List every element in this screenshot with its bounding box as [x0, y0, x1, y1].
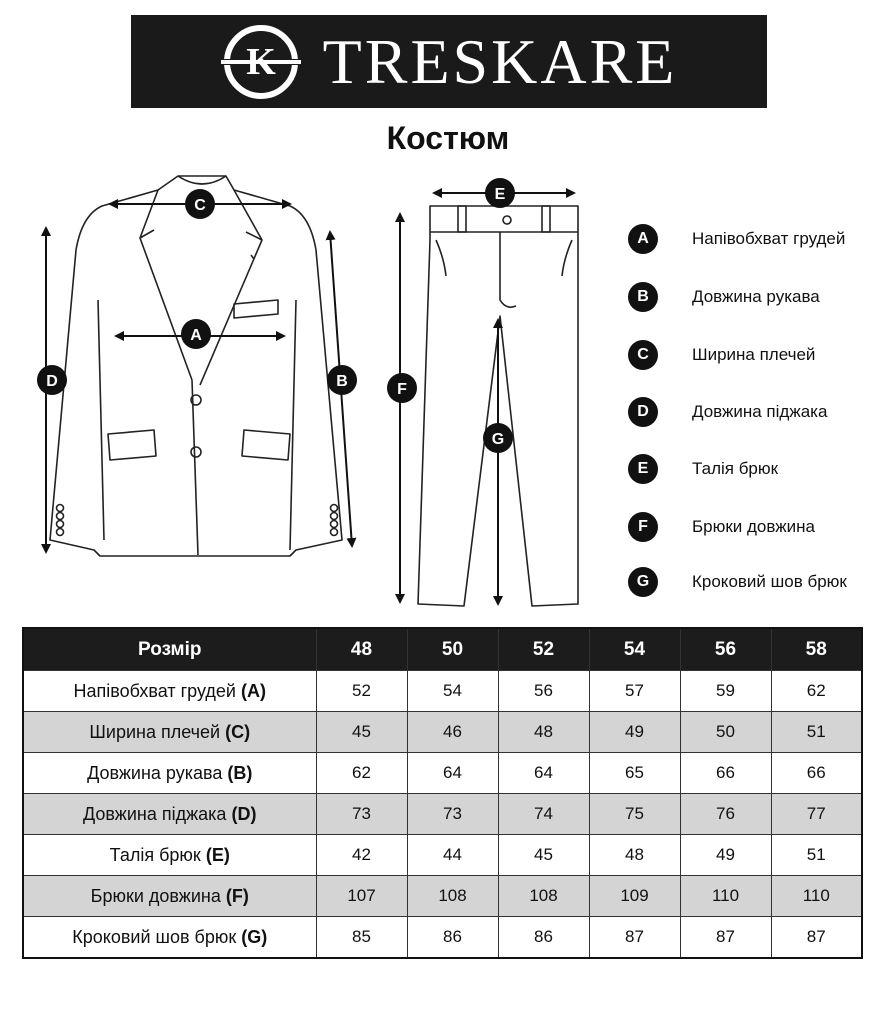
table-cell: 52 — [316, 671, 407, 712]
jacket-drawing — [50, 176, 342, 556]
table-cell: 86 — [498, 917, 589, 959]
table-row — [23, 917, 862, 959]
table-header-row — [23, 628, 862, 671]
badge-b — [327, 365, 357, 395]
legend-item-a — [628, 224, 896, 254]
legend-badge: F — [628, 512, 658, 542]
legend-item-f — [628, 512, 896, 542]
table-cell: 64 — [498, 753, 589, 794]
legend-item-c — [628, 340, 896, 370]
legend-text: Талія брюк — [692, 459, 779, 478]
table-row — [23, 712, 862, 753]
legend-text: Довжина піджака — [692, 402, 828, 421]
table-cell: 59 — [680, 671, 771, 712]
table-cell: 110 — [680, 876, 771, 917]
table-cell: 46 — [407, 712, 498, 753]
table-cell: 65 — [589, 753, 680, 794]
table-cell: 54 — [407, 671, 498, 712]
table-cell: 51 — [771, 835, 862, 876]
svg-text:F: F — [397, 381, 407, 398]
size-header: 58 — [771, 628, 862, 671]
row-label: Кроковий шов брюк (G) — [23, 917, 316, 959]
page-title: Костюм — [386, 120, 510, 156]
table-row — [23, 794, 862, 835]
size-header: 56 — [680, 628, 771, 671]
table-row — [23, 876, 862, 917]
legend-badge: C — [628, 340, 658, 370]
table-cell: 51 — [771, 712, 862, 753]
table-cell: 107 — [316, 876, 407, 917]
table-cell: 73 — [316, 794, 407, 835]
row-label: Довжина рукава (B) — [23, 753, 316, 794]
legend-text: Ширина плечей — [692, 345, 816, 364]
table-row — [23, 753, 862, 794]
table-cell: 44 — [407, 835, 498, 876]
table-cell: 108 — [407, 876, 498, 917]
badge-g — [483, 423, 513, 453]
table-cell: 75 — [589, 794, 680, 835]
svg-text:C: C — [194, 197, 206, 214]
table-cell: 57 — [589, 671, 680, 712]
table-cell: 48 — [498, 712, 589, 753]
brand-header — [131, 15, 767, 108]
size-header: 54 — [589, 628, 680, 671]
table-cell: 73 — [407, 794, 498, 835]
svg-text:A: A — [190, 327, 202, 344]
size-header: 52 — [498, 628, 589, 671]
row-label: Брюки довжина (F) — [23, 876, 316, 917]
row-label: Ширина плечей (C) — [23, 712, 316, 753]
table-cell: 110 — [771, 876, 862, 917]
legend-text: Довжина рукава — [692, 287, 820, 306]
svg-text:B: B — [336, 373, 348, 390]
table-cell: 50 — [680, 712, 771, 753]
table-cell: 77 — [771, 794, 862, 835]
table-cell: 74 — [498, 794, 589, 835]
table-cell: 109 — [589, 876, 680, 917]
size-table — [22, 627, 863, 959]
legend-text: Кроковий шов брюк — [692, 572, 847, 591]
table-row — [23, 835, 862, 876]
table-cell: 87 — [771, 917, 862, 959]
table-cell: 86 — [407, 917, 498, 959]
brand-name: TRESKARE — [322, 25, 678, 97]
table-cell: 49 — [680, 835, 771, 876]
legend-badge: G — [628, 567, 658, 597]
legend-item-d — [628, 397, 896, 427]
table-cell: 62 — [771, 671, 862, 712]
svg-text:K: K — [245, 40, 276, 83]
legend-badge: A — [628, 224, 658, 254]
badge-c — [185, 189, 215, 219]
legend-badge: B — [628, 282, 658, 312]
measurement-arrows — [46, 193, 574, 604]
legend-text: Напівобхват грудей — [692, 229, 846, 248]
treskare-logo-icon — [221, 22, 301, 102]
row-label: Напівобхват грудей (A) — [23, 671, 316, 712]
table-cell: 45 — [498, 835, 589, 876]
badge-f — [387, 373, 417, 403]
table-header-label: Розмір — [23, 628, 316, 671]
legend-badge: E — [628, 454, 658, 484]
table-cell: 49 — [589, 712, 680, 753]
table-cell: 108 — [498, 876, 589, 917]
table-cell: 48 — [589, 835, 680, 876]
table-cell: 56 — [498, 671, 589, 712]
badge-e — [485, 178, 515, 208]
table-cell: 87 — [589, 917, 680, 959]
svg-text:E: E — [494, 186, 506, 203]
table-cell: 45 — [316, 712, 407, 753]
legend-badge: D — [628, 397, 658, 427]
row-label: Довжина піджака (D) — [23, 794, 316, 835]
badge-d — [37, 365, 67, 395]
row-label: Талія брюк (E) — [23, 835, 316, 876]
table-row — [23, 671, 862, 712]
size-header: 48 — [316, 628, 407, 671]
svg-text:D: D — [46, 373, 58, 390]
legend-item-g — [628, 567, 896, 597]
table-cell: 87 — [680, 917, 771, 959]
badge-a — [181, 319, 211, 349]
table-cell: 64 — [407, 753, 498, 794]
table-cell: 66 — [680, 753, 771, 794]
table-cell: 85 — [316, 917, 407, 959]
table-cell: 76 — [680, 794, 771, 835]
legend-text: Брюки довжина — [692, 517, 815, 536]
legend-item-b — [628, 282, 896, 312]
suit-diagram — [0, 160, 620, 620]
table-cell: 62 — [316, 753, 407, 794]
size-header: 50 — [407, 628, 498, 671]
table-cell: 66 — [771, 753, 862, 794]
table-cell: 42 — [316, 835, 407, 876]
legend-item-e — [628, 454, 896, 484]
svg-text:G: G — [491, 431, 505, 448]
